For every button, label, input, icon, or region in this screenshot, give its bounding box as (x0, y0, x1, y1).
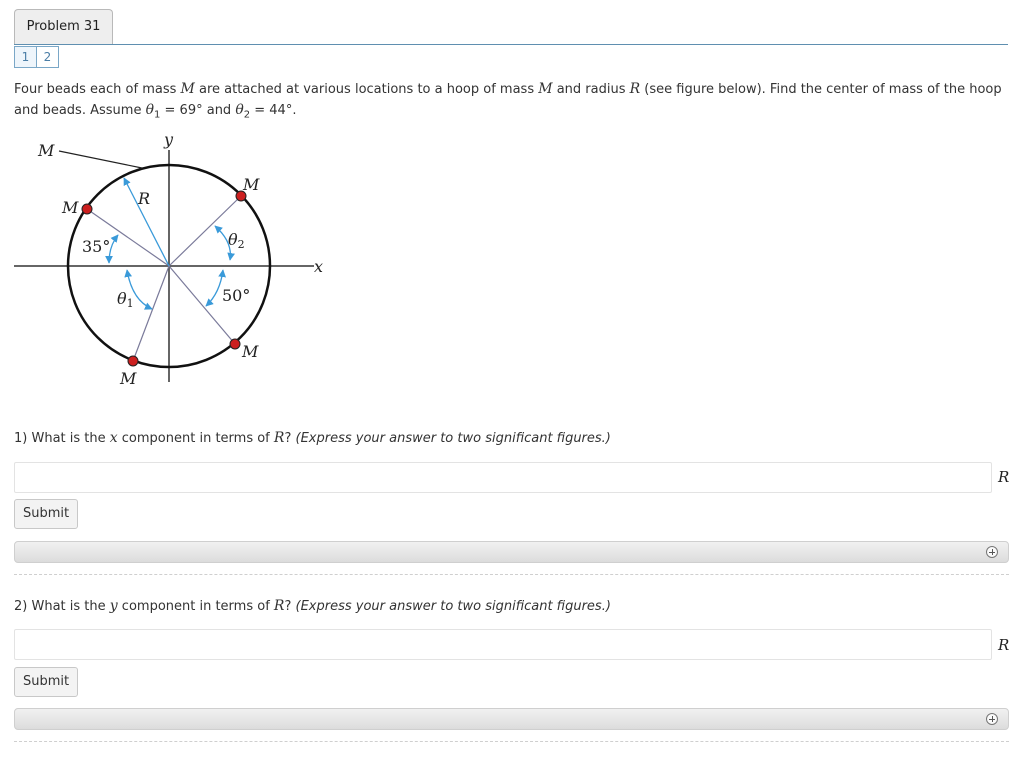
part-tab-1[interactable]: 1 (14, 46, 37, 68)
angle-50-label: 50° (222, 286, 251, 305)
statement-text: = 44°. (250, 103, 297, 118)
question-1 (14, 429, 611, 448)
statement-text: = 69° and (160, 103, 236, 118)
answer-2-unit: R (998, 636, 1010, 654)
question-variable: x (109, 430, 118, 446)
theta2-label: θ2 (228, 230, 245, 251)
spoke-lower-left (133, 266, 169, 361)
answer-1-input[interactable] (14, 462, 992, 493)
question-hint: (Express your answer to two significant figures.) (295, 431, 611, 446)
bead-bottom-label: M (120, 369, 137, 388)
bead-upper-right-label: M (243, 175, 260, 194)
bead-upper-left-label: M (62, 198, 79, 217)
hint-bar-1[interactable] (14, 541, 1009, 563)
question-radius-symbol: R (273, 598, 285, 614)
question-text: 1) What is the (14, 431, 110, 446)
mass-symbol: M (538, 81, 553, 97)
bead-bottom (128, 356, 138, 366)
bead-lower-right-label: M (242, 342, 259, 361)
angle-50-arc (206, 270, 223, 306)
question-variable: y (109, 598, 118, 614)
question-text: ? (284, 599, 296, 614)
theta-symbol: θ (235, 102, 244, 118)
angle-35-label: 35° (82, 237, 111, 256)
answer-1-unit: R (998, 468, 1010, 486)
plus-circle-icon[interactable] (986, 546, 998, 558)
hoop-figure (14, 130, 334, 392)
question-radius-symbol: R (273, 430, 285, 446)
problem-statement (14, 79, 1004, 126)
plus-circle-icon[interactable] (986, 713, 998, 725)
hoop-mass-leader (59, 151, 142, 168)
theta1-label: θ1 (117, 289, 134, 310)
theta-symbol: θ (145, 102, 155, 118)
question-text: 2) What is the (14, 599, 110, 614)
statement-text: are attached at various locations to a hoop of mass (194, 82, 539, 97)
theta-subscript: 2 (243, 109, 251, 121)
question-text: ? (284, 431, 296, 446)
hoop-mass-label: M (38, 141, 55, 160)
mass-symbol: M (180, 81, 195, 97)
hint-bar-2[interactable] (14, 708, 1009, 730)
radius-symbol: R (629, 81, 641, 97)
spoke-lower-right (169, 266, 235, 344)
theta-subscript: 1 (154, 109, 161, 121)
bead-lower-right (230, 339, 240, 349)
y-axis-label: y (164, 130, 174, 149)
problem-tab[interactable]: Problem 31 (14, 9, 113, 44)
statement-text: and radius (552, 82, 630, 97)
question-text: component in terms of (117, 431, 274, 446)
question-text: component in terms of (117, 599, 274, 614)
part-tabs (14, 46, 58, 68)
submit-1-button[interactable]: Submit (14, 499, 78, 529)
statement-text: Four beads each of mass (14, 82, 181, 97)
statement-text: (see figure below). Find the center of mass of the hoop and beads. Assume (14, 82, 1002, 118)
bead-upper-left (82, 204, 92, 214)
question-hint: (Express your answer to two significant figures.) (295, 599, 611, 614)
hoop-diagram (14, 130, 334, 392)
radius-label: R (138, 189, 151, 208)
part-tab-2[interactable]: 2 (36, 46, 59, 68)
separator (14, 574, 1009, 575)
problem-header (14, 9, 1008, 45)
submit-2-button[interactable]: Submit (14, 667, 78, 697)
separator (14, 741, 1009, 742)
question-2 (14, 597, 611, 616)
x-axis-label: x (314, 257, 324, 276)
answer-2-input[interactable] (14, 629, 992, 660)
